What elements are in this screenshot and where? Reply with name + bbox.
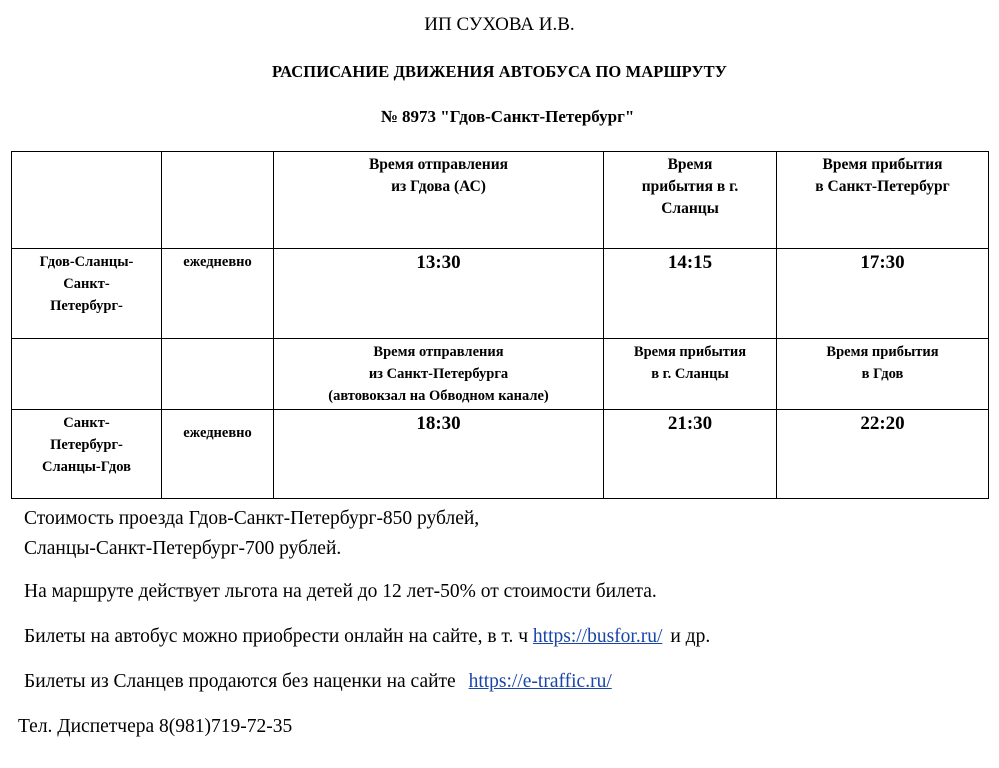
- schedule-title: РАСПИСАНИЕ ДВИЖЕНИЯ АВТОБУСА ПО МАРШРУТУ: [272, 62, 727, 81]
- outbound-mid-arrival-time: 14:15: [604, 249, 777, 339]
- empty-cell: [162, 339, 274, 410]
- empty-cell: [12, 152, 162, 249]
- return-departure-header: Время отправления из Санкт-Петербурга (автовокзал на Обводном канале): [274, 339, 604, 410]
- fare-line-2: Сланцы-Санкт-Петербург-700 рублей.: [24, 538, 342, 559]
- online-tickets-text: Билеты на автобус можно приобрести онлайн на сайте, в т. ч: [24, 626, 533, 647]
- return-row: [12, 410, 989, 499]
- e-traffic-link[interactable]: https://e-traffic.ru/: [468, 671, 612, 692]
- outbound-departure-header: Время отправления из Гдова (АС): [274, 152, 604, 249]
- outbound-header-row: [12, 152, 989, 249]
- return-mid-arrival-time: 21:30: [604, 410, 777, 499]
- fare-line-1: Стоимость проезда Гдов-Санкт-Петербург-850 рублей,: [24, 508, 480, 529]
- return-end-arrival-header: Время прибытия в Гдов: [777, 339, 989, 410]
- outbound-route: Гдов-Сланцы- Санкт- Петербург-: [12, 249, 162, 339]
- return-departure-time: 18:30: [274, 410, 604, 499]
- slantsy-tickets-text: Билеты из Сланцев продаются без наценки на сайте: [24, 671, 461, 692]
- empty-cell: [12, 339, 162, 410]
- schedule-table: [11, 151, 989, 499]
- busfor-link[interactable]: https://busfor.ru/: [532, 626, 663, 647]
- outbound-departure-time: 13:30: [274, 249, 604, 339]
- slantsy-tickets-line: [24, 671, 612, 693]
- outbound-mid-arrival-header: Время прибытия в г. Сланцы: [604, 152, 777, 249]
- outbound-end-arrival-header: Время прибытия в Санкт-Петербург: [777, 152, 989, 249]
- empty-cell: [162, 152, 274, 249]
- return-header-row: [12, 339, 989, 410]
- return-mid-arrival-header: Время прибытия в г. Сланцы: [604, 339, 777, 410]
- online-tickets-suffix: и др.: [670, 626, 711, 647]
- outbound-end-arrival-time: 17:30: [777, 249, 989, 339]
- outbound-row: [12, 249, 989, 339]
- return-route: Санкт- Петербург- Сланцы-Гдов: [12, 410, 162, 499]
- outbound-frequency: ежедневно: [162, 249, 274, 339]
- online-tickets-line: [24, 626, 710, 648]
- return-frequency: ежедневно: [162, 410, 274, 499]
- company-name: ИП СУХОВА И.В.: [424, 14, 575, 35]
- route-number: № 8973 "Гдов-Санкт-Петербург": [380, 107, 635, 126]
- dispatcher-phone: Тел. Диспетчера 8(981)719-72-35: [18, 716, 293, 737]
- child-discount-note: На маршруте действует льгота на детей до 12 лет-50% от стоимости билета.: [24, 581, 657, 602]
- return-end-arrival-time: 22:20: [777, 410, 989, 499]
